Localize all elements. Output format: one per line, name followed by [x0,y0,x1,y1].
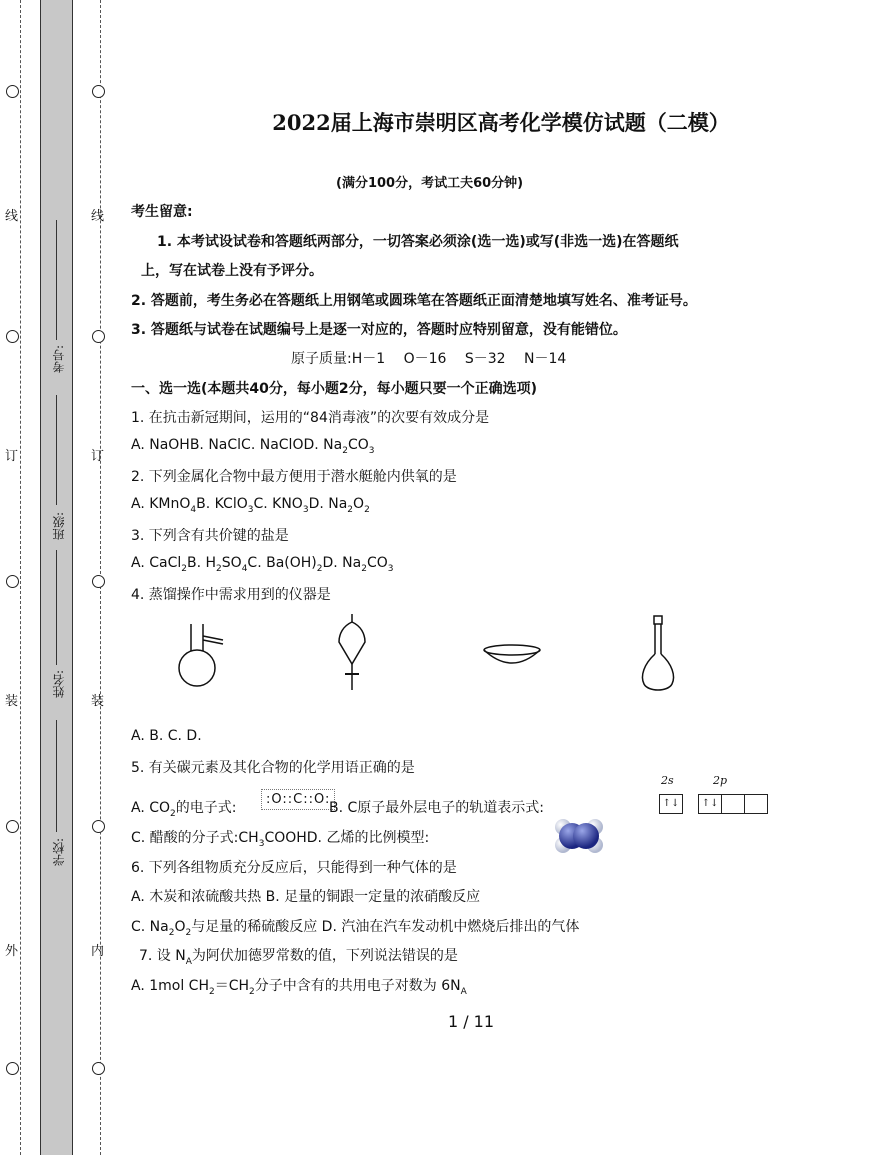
q2-opt-d: D. Na [308,496,348,512]
binding-hole [92,85,105,98]
q7-opt-a-post: 分子中含有的共用电子对数为 6N [254,978,461,994]
exam-subtitle: (满分100分，考试工夫60分钟) [336,176,524,191]
question-1-options: A. NaOHB. NaClC. NaClOD. $Na_2CO_3$ [131,437,375,456]
notice-item-1: 1. 本考试设试卷和答题纸两部分，一切答案必须涂(选一选)或写(非选一选)在答题纸 [157,234,679,250]
label-name: 姓名: [52,670,66,699]
notice-item-1-cont: 上，写在试卷上没有予评分。 [141,263,323,279]
q7-stem-post: 为阿伏加德罗常数的值，下列说法错误的是 [191,948,458,964]
label-school: 学校: [52,838,66,867]
margin-char-zhuang-inner: 装 [91,694,105,709]
exam-number-line [56,220,57,340]
question-6-stem: 6. 下列各组物质充分反应后，只能得到一种气体的是 [131,860,457,876]
class-line [56,395,57,505]
orbital-label-2s: 2s [661,774,674,787]
notice-heading: 考生留意: [131,204,193,220]
school-line [56,720,57,832]
binding-hole [6,1062,19,1075]
separatory-funnel-icon [331,612,376,694]
q5-opt-c2: COOHD. 乙烯的比例模型: [264,830,430,846]
notice-item-3: 3. 答题纸与试卷在试题编号上是逐一对应的，答题时应特别留意，没有能错位。 [131,322,627,338]
binding-margin [0,0,122,1155]
question-6-option-cd: C. $Na_2O_2$与足量的稀硫酸反应 D. 汽油在汽车发动机中燃烧后排出的气体 [131,919,580,938]
q3-opt-d: D. Na [322,555,362,571]
binding-hole [92,575,105,588]
binding-hole [6,85,19,98]
q5-opt-a-mid: 的电子式: [175,800,237,816]
cut-line-outer [20,0,21,1155]
question-5-option-ab: A. $CO_2$的电子式: [131,800,237,819]
margin-char-xian-inner: 线 [91,209,105,224]
margin-char-wai: 外 [5,944,19,959]
binding-hole [6,820,19,833]
margin-border-right [72,0,73,1155]
question-3-stem: 3. 下列含有共价键的盐是 [131,528,289,544]
margin-char-xian: 线 [5,209,19,224]
question-4-stem: 4. 蒸馏操作中需求用到的仪器是 [131,587,331,603]
question-5-option-cd: C. 醋酸的分子式$:CH_3COOHD$. 乙烯的比例模型: [131,830,430,849]
q5-opt-c: C. 醋酸的分子式:CH [131,830,259,846]
label-class: 班级: [52,512,66,541]
orbital-diagram [659,793,767,814]
page-number: 1 / 11 [447,1012,495,1031]
q7-opt-a-pre: A. 1mol CH [131,978,209,994]
volumetric-flask-icon [636,614,681,696]
atomic-mass-line: 原子质量:H－1 O－16 S－32 N－14 [291,351,567,367]
q3-opt-b2: SO [221,555,242,571]
q5-opt-a: A. CO [131,800,171,816]
question-2-options: A. KMnO$_4$B. KClO$_3$C. $KNO_3D$. $Na_2O_2$ [131,496,370,515]
q1-options-text: A. NaOHB. NaClC. NaClOD. Na [131,437,343,453]
ethylene-space-filling-model-icon [554,813,604,859]
binding-hole [92,820,105,833]
notice-item-2: 2. 答题前，考生务必在答题纸上用钢笔或圆珠笔在答题纸正面清楚地填写姓名、准考证号。 [131,293,697,309]
margin-border-left [40,0,41,1155]
co2-electron-formula: :O::C::O: [261,789,335,810]
orbital-label-2p: 2p [713,774,728,787]
q2-opt-a: A. KMnO [131,496,191,512]
margin-char-zhuang: 装 [5,694,19,709]
margin-char-nei-inner: 内 [91,944,105,959]
question-4-options: A. B. C. D. [131,728,202,744]
question-2-stem: 2. 下列金属化合物中最方便用于潜水艇舱内供氧的是 [131,469,457,485]
orbital-box-2p-3 [744,794,768,814]
orbital-box-2p-2 [721,794,745,814]
section-one-heading: 一、选一选(本题共40分，每小题2分，每小题只要一个正确选项) [131,381,538,397]
question-7-option-a: A. 1mol $CH_2=CH_2$分子中含有的共用电子对数为 $6N_A$ [131,978,467,997]
exam-title: 2022届上海市崇明区高考化学模仿试题（二模） [272,110,730,135]
binding-hole [92,330,105,343]
orbital-box-2p-1: ↑↓ [698,794,722,814]
q3-opt-c: C. Ba(OH) [247,555,317,571]
question-1-stem: 1. 在抗击新冠期间，运用的“84消毒液”的次要有效成分是 [131,410,490,426]
binding-hole [92,1062,105,1075]
q7-opt-a-mid: ＝CH [214,978,250,994]
q2-opt-c: C. KNO [253,496,303,512]
question-6-option-ab: A. 木炭和浓硫酸共热 B. 足量的铜跟一定量的浓硝酸反应 [131,889,481,905]
question-3-options: A. CaCl$_2$B. $H_2SO_4C$. $Ba(OH)_2D$. $Na_2CO_3$ [131,555,394,574]
q3-opt-a: A. CaCl [131,555,182,571]
question-5-stem: 5. 有关碳元素及其化合物的化学用语正确的是 [131,760,415,776]
q6-opt-c: C. Na [131,919,169,935]
question-7-stem: 7. 设 $N_A$为阿伏加德罗常数的值，下列说法错误的是 [139,948,458,967]
q3-opt-b: B. H [187,555,217,571]
margin-char-ding-inner: 订 [91,449,105,464]
binding-hole [6,575,19,588]
label-exam-number: 考号: [52,345,66,374]
margin-char-ding: 订 [5,449,19,464]
orbital-box-2s: ↑↓ [659,794,683,814]
q2-opt-b: B. KClO [196,496,248,512]
distillation-flask-icon [171,618,241,690]
q5-opt-b: B. C原子最外层电子的轨道表示式: [329,800,544,816]
q6-opt-cd-rest: 与足量的稀硫酸反应 D. 汽油在汽车发动机中燃烧后排出的气体 [191,919,580,935]
binding-hole [6,330,19,343]
q7-stem-pre: 7. 设 N [139,948,186,964]
evaporating-dish-icon [481,642,543,670]
name-line [56,550,57,665]
